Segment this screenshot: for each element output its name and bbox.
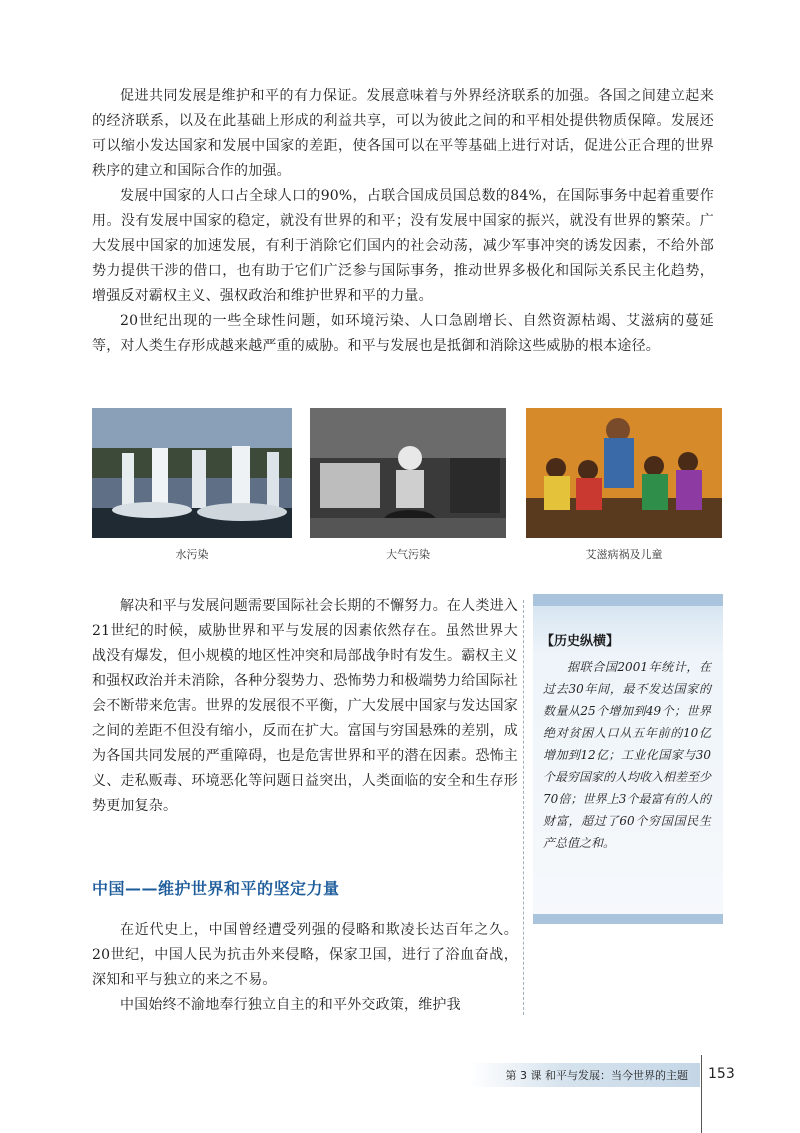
sidebar-history-box <box>533 594 723 924</box>
photo-water-pollution <box>92 408 292 538</box>
sidebar-top-bar <box>533 594 723 606</box>
photo-aids-children <box>526 408 722 538</box>
paragraph-development-peace: 促进共同发展是维护和平的有力保证。发展意味着与外界经济联系的加强。各国之间建立起来的经济联系，以及在此基础上形成的利益共享，可以为彼此之间的和平相处提供物质保障。发展还可以缩小发达国家和发展中国家的差距，使各国可以在平等基础上进行对话，促进公正合理的世界秩序的建立和国际合作的加强。 <box>92 88 714 179</box>
caption-water-pollution: 水污染 <box>175 548 209 561</box>
footer-lesson-title: 第 3 课 和平与发展：当今世界的主题 <box>505 1069 688 1082</box>
page-number: 153 <box>708 1066 735 1082</box>
sidebar-text: 据联合国2001年统计，在过去30年间，最不发达国家的数量从25个增加到49个；世界绝对贫困人口从五年前的10亿增加到12亿；工业化国家与30个最穷国家的人均收入相差至少70倍；世界上3个最富有的人的财富，超过了60个穷国国民生产总值之和。 <box>543 660 712 850</box>
sidebar-bottom-bar <box>533 914 723 924</box>
footer-lesson-banner <box>470 1063 700 1087</box>
caption-aids-children: 艾滋病祸及儿童 <box>585 548 663 561</box>
photo-air-pollution <box>310 408 506 538</box>
paragraph-long-term-effort: 解决和平与发展问题需要国际社会长期的不懈努力。在人类进入21世纪的时候，威胁世界和平与发展的因素依然存在。虽然世界大战没有爆发，但小规模的地区性冲突和局部战争时有发生。霸权主义和强权政治并未消除，各种分裂势力、恐怖势力和极端势力给国际社会不断带来危害。世界的发展很不平衡，广大发展中国家与发达国家之间的差距不但没有缩小，反而在扩大。富国与穷国悬殊的差别，成为各国共同发展的严重障碍，也是危害世界和平的潜在因素。恐怖主义、走私贩毒、环境恶化等问题日益突出，人类面临的安全和生存形势更加复杂。 <box>92 598 518 814</box>
sidebar-title: 【历史纵横】 <box>541 634 620 649</box>
paragraph-global-issues: 20世纪出现的一些全球性问题，如环境污染、人口急剧增长、自然资源枯竭、艾滋病的蔓延等，对人类生存形成越来越严重的威胁。和平与发展也是抵御和消除这些威胁的根本途径。 <box>92 313 714 354</box>
column-divider <box>523 600 524 1015</box>
footer-rule <box>701 1055 702 1133</box>
paragraph-modern-history: 在近代史上，中国曾经遭受列强的侵略和欺凌长达百年之久。20世纪，中国人民为抗击外来侵略，保家卫国，进行了浴血奋战，深知和平与独立的来之不易。 <box>92 922 518 988</box>
paragraph-foreign-policy: 中国始终不渝地奉行独立自主的和平外交政策，维护我 <box>120 997 461 1013</box>
caption-air-pollution: 大气污染 <box>386 548 430 561</box>
section-heading: 中国——维护世界和平的坚定力量 <box>92 879 340 898</box>
paragraph-developing-countries: 发展中国家的人口占全球人口的90%，占联合国成员国总数的84%，在国际事务中起着重要作用。没有发展中国家的稳定，就没有世界的和平；没有发展中国家的振兴，就没有世界的繁荣。广大发展中国家的加速发展，有利于消除它们国内的社会动荡，减少军事冲突的诱发因素，不给外部势力提供干涉的借口，也有助于它们广泛参与国际事务，推动世界多极化和国际关系民主化趋势，增强反对霸权主义、强权政治和维护世界和平的力量。 <box>92 188 714 304</box>
